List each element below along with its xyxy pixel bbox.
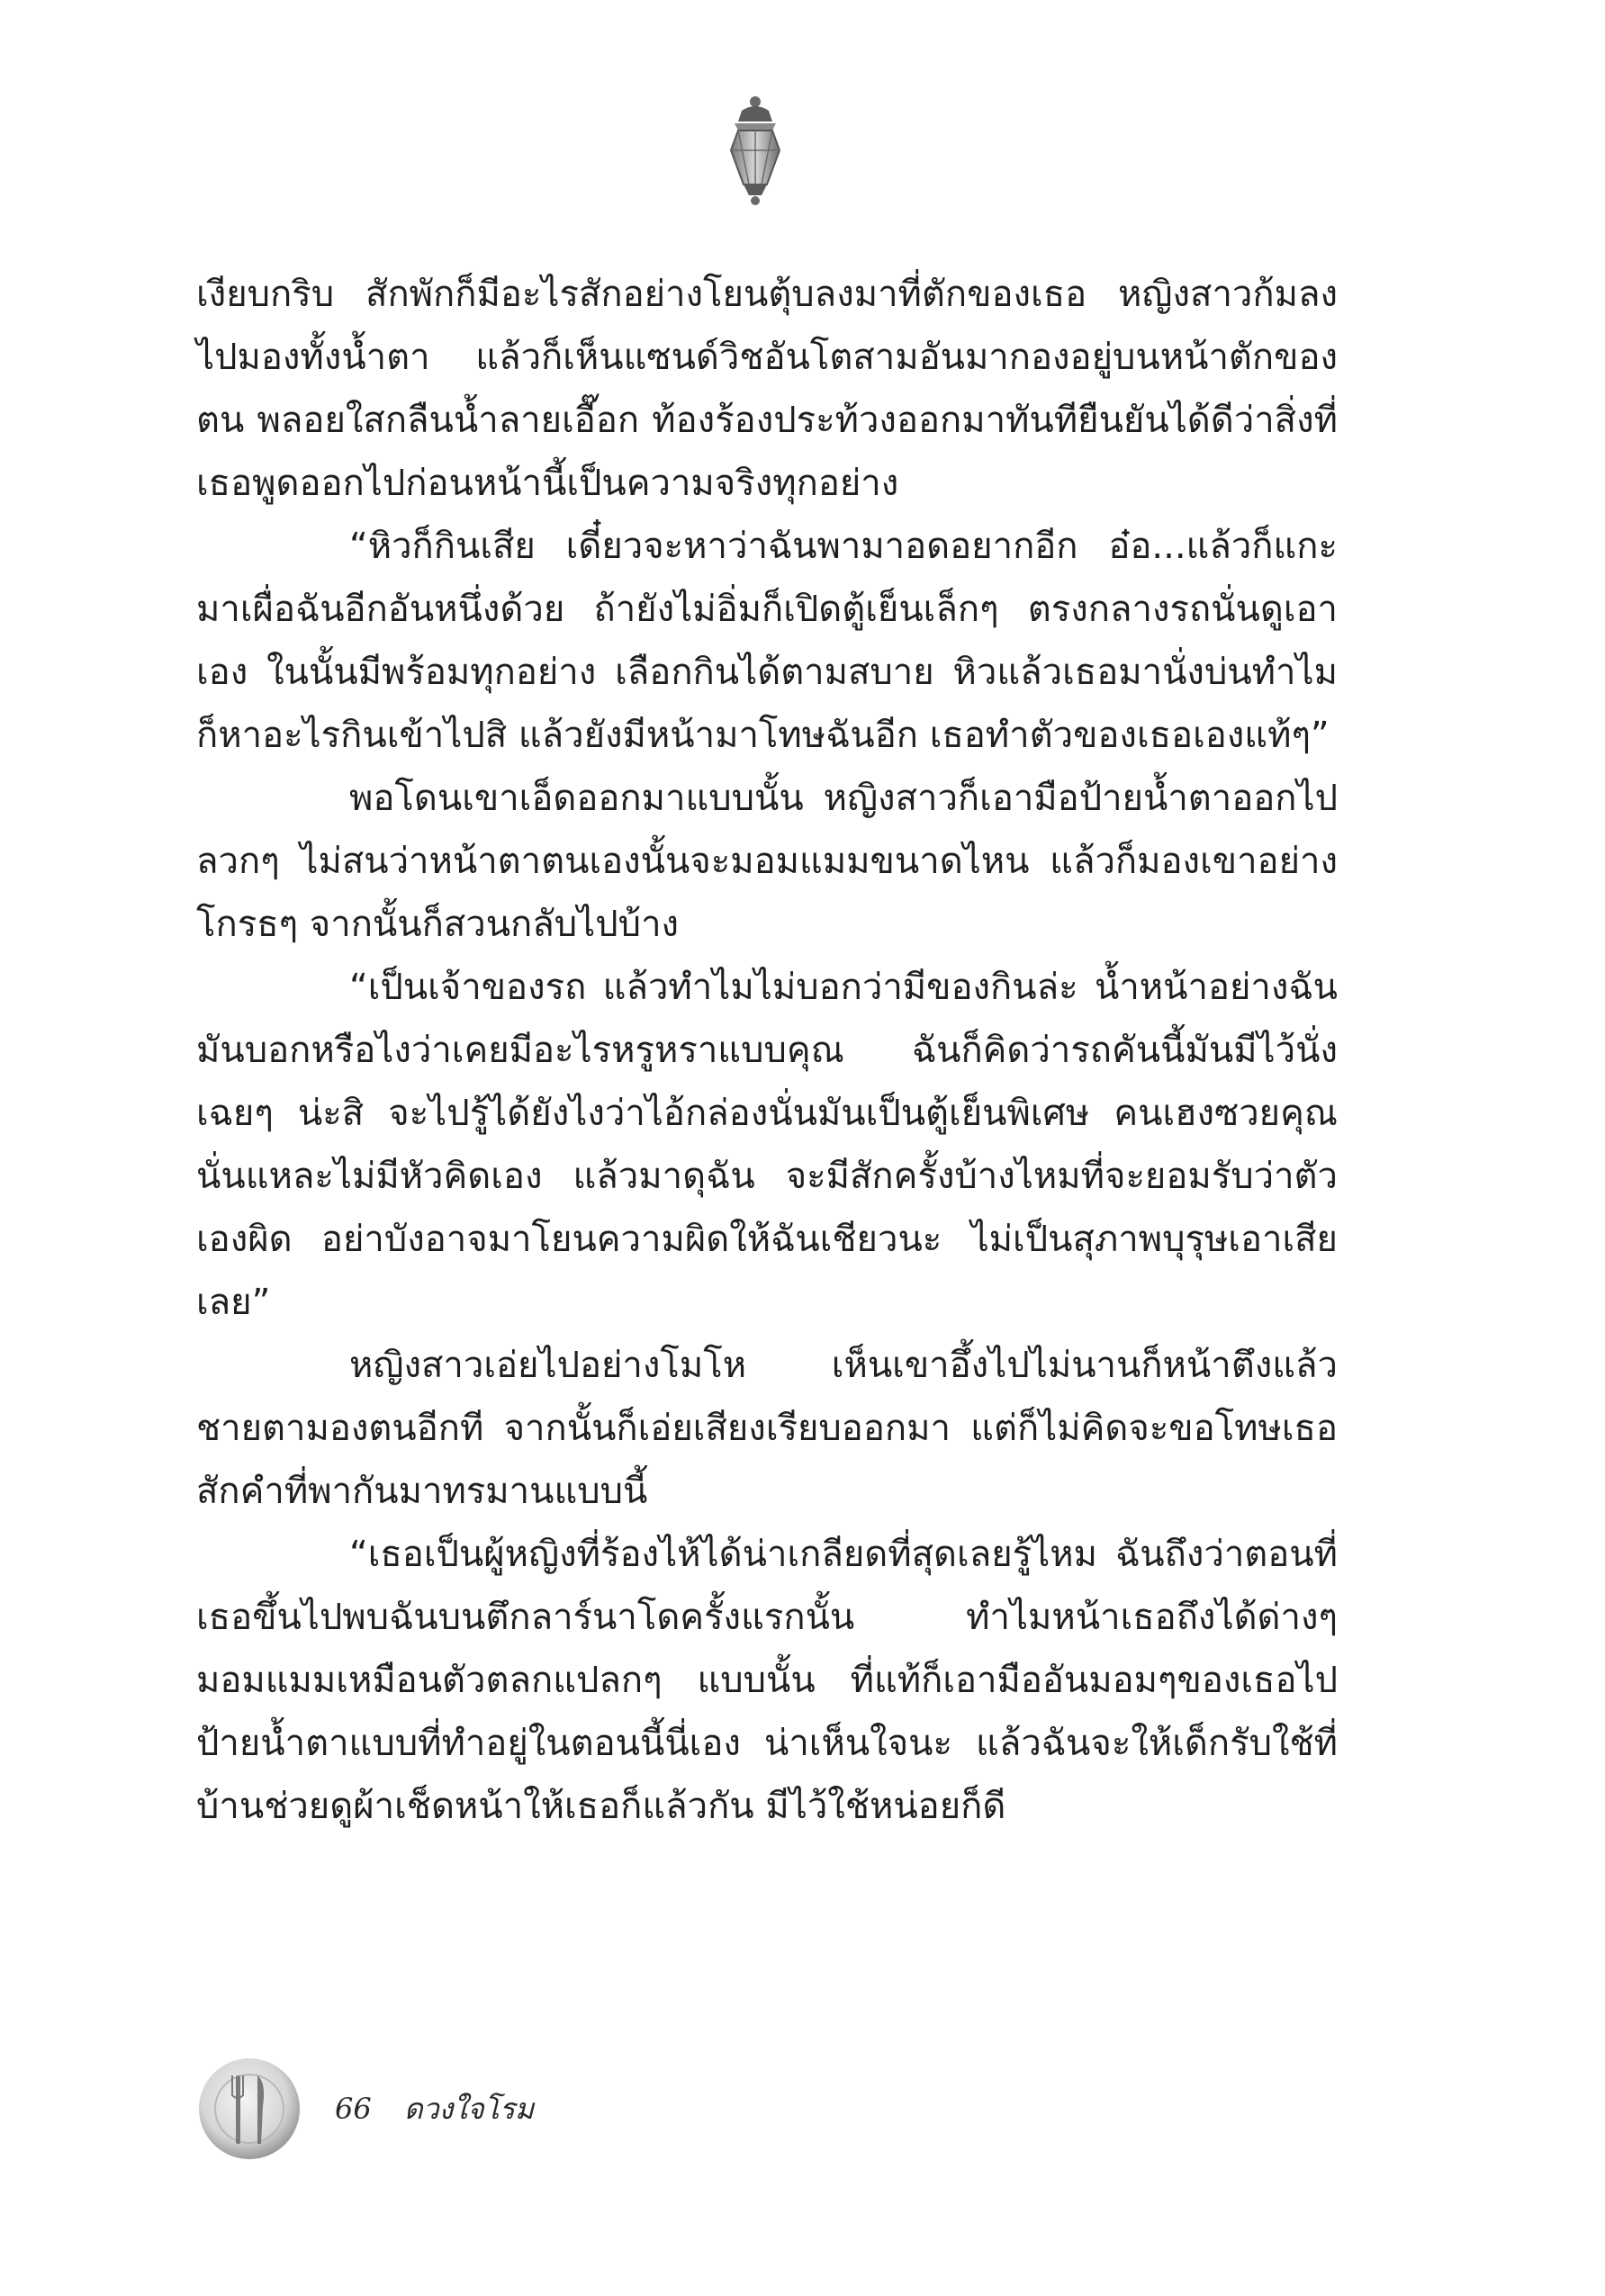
page-number: 66 bbox=[335, 2092, 372, 2126]
page-footer bbox=[335, 2086, 534, 2132]
paragraph: “หิวก็กินเสีย เดี๋ยวจะหาว่าฉันพามาอดอยากอีก อ๋อ...แล้วก็แกะมาเผื่อฉันอีกอันหนึ่งด้วย ถ้ายังไม่อิ่มก็เปิดตู้เย็นเล็กๆ ตรงกลางรถนั่นดูเอาเอง ในนั้นมีพร้อมทุกอย่าง เลือกกินได้ตามสบาย หิวแล้วเธอมานั่งบ่นทำไม ก็หาอะไรกินเข้าไปสิ แล้วยังมีหน้ามาโทษฉันอีก เธอทำตัวของเธอเองแท้ๆ” bbox=[196, 526, 1338, 756]
book-title: ดวงใจโรม bbox=[403, 2092, 535, 2126]
lantern-icon bbox=[715, 95, 796, 207]
paragraph: “เธอเป็นผู้หญิงที่ร้องไห้ได้น่าเกลียดที่สุดเลยรู้ไหม ฉันถึงว่าตอนที่เธอขึ้นไปพบฉันบนตึกลาร์นาโดครั้งแรกนั้น ทำไมหน้าเธอถึงได้ด่างๆ มอมแมมเหมือนตัวตลกแปลกๆ แบบนั้น ที่แท้ก็เอามืออันมอมๆของเธอไปป้ายน้ำตาแบบที่ทำอยู่ในตอนนี้นี่เอง น่าเห็นใจนะ แล้วฉันจะให้เด็กรับใช้ที่บ้านช่วยดูผ้าเช็ดหน้าให้เธอก็แล้วกัน มีไว้ใช้หน่อยก็ดี bbox=[196, 1534, 1338, 1827]
paragraph: “เป็นเจ้าของรถ แล้วทำไมไม่บอกว่ามีของกินล่ะ น้ำหน้าอย่างฉันมันบอกหรือไงว่าเคยมีอะไรหรูหราแบบคุณ ฉันก็คิดว่ารถคันนี้มันมีไว้นั่งเฉยๆ น่ะสิ จะไปรู้ได้ยังไงว่าไอ้กล่องนั่นมันเป็นตู้เย็นพิเศษ คนเฮงซวยคุณนั่นแหละไม่มีหัวคิดเอง แล้วมาดุฉัน จะมีสักครั้งบ้างไหมที่จะยอมรับว่าตัวเองผิด อย่าบังอาจมาโยนความผิดให้ฉันเชียวนะ ไม่เป็นสุภาพบุรุษเอาเสียเลย” bbox=[196, 967, 1338, 1323]
plate-cutlery-icon bbox=[196, 2056, 302, 2162]
paragraph: เงียบกริบ สักพักก็มีอะไรสักอย่างโยนตุ้บลงมาที่ตักของเธอ หญิงสาวก้มลงไปมองทั้งน้ำตา แล้วก็เห็นแซนด์วิชอันโตสามอันมากองอยู่บนหน้าตักของตน พลอยใสกลืนน้ำลายเอื๊อก ท้องร้องประท้วงออกมาทันทียืนยันได้ดีว่าสิ่งที่เธอพูดออกไปก่อนหน้านี้เป็นความจริงทุกอย่าง bbox=[196, 274, 1338, 504]
body-text bbox=[196, 263, 1338, 1838]
paragraph: พอโดนเขาเอ็ดออกมาแบบนั้น หญิงสาวก็เอามือป้ายน้ำตาออกไปลวกๆ ไม่สนว่าหน้าตาตนเองนั้นจะมอมแมมขนาดไหน แล้วก็มองเขาอย่างโกรธๆ จากนั้นก็สวนกลับไปบ้าง bbox=[196, 778, 1338, 945]
paragraph: หญิงสาวเอ่ยไปอย่างโมโห เห็นเขาอึ้งไปไม่นานก็หน้าตึงแล้วชายตามองตนอีกที จากนั้นก็เอ่ยเสียงเรียบออกมา แต่ก็ไม่คิดจะขอโทษเธอสักคำที่พากันมาทรมานแบบนี้ bbox=[196, 1345, 1338, 1512]
